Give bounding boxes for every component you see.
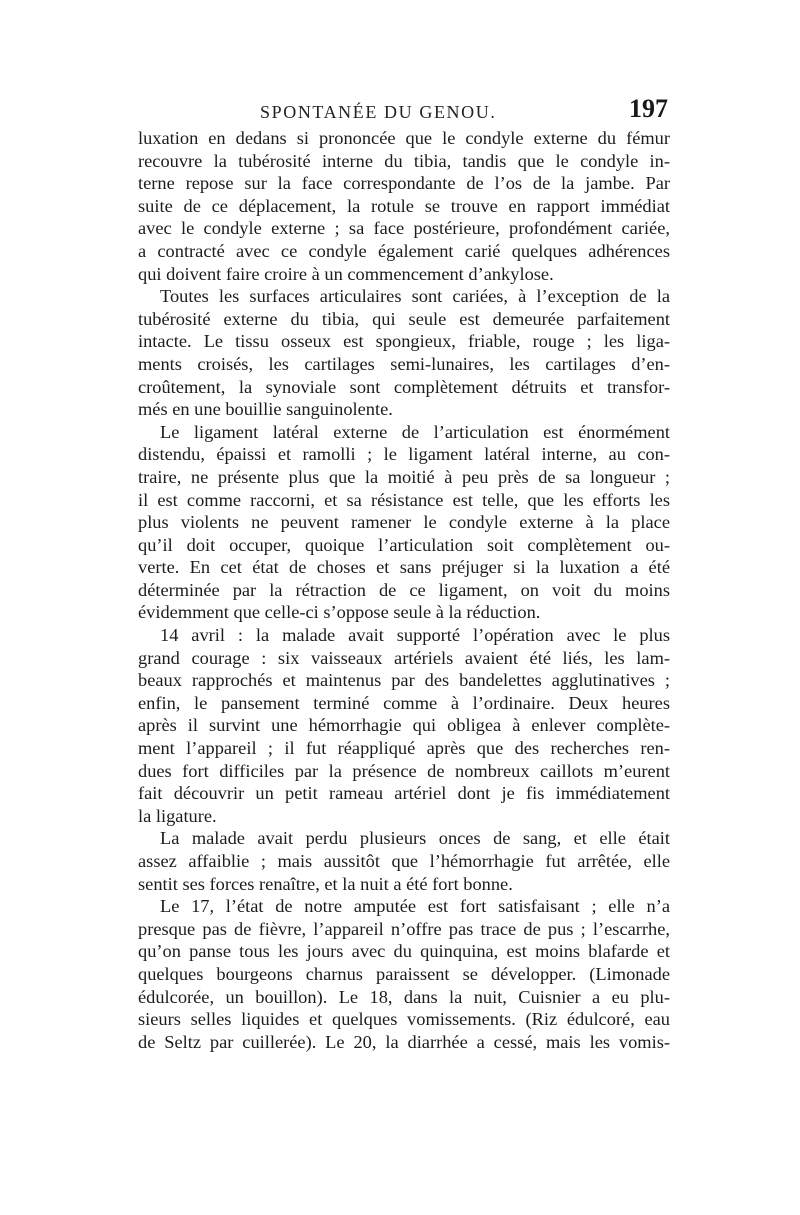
text-line: recouvre la tubérosité interne du tibia, tandis que le condyle in- xyxy=(138,150,670,171)
text-line: més en une bouillie sanguinolente. xyxy=(138,399,393,420)
text-line: luxation en dedans si prononcée que le condyle externe du fémur xyxy=(138,128,670,148)
page-number: 197 xyxy=(629,94,668,123)
text-line: édulcorée, un bouillon). Le 18, dans la nuit, Cuisnier a eu plu- xyxy=(138,986,670,1007)
text-line: sieurs selles liquides et quelques vomissements. (Riz édulcoré, eau xyxy=(138,1009,670,1030)
text-line: presque pas de fièvre, l’appareil n’offre pas trace de pus ; l’escarrhe, xyxy=(138,918,670,939)
text-line: croûtement, la synoviale sont complètement détruits et transfor- xyxy=(138,376,670,397)
paragraph-start-line: Le 17, l’état de notre amputée est fort satisfaisant ; elle n’a xyxy=(160,896,670,917)
running-title: SPONTANÉE DU GENOU. xyxy=(260,102,497,122)
text-line: dues fort difficiles par la présence de nombreux caillots m’eurent xyxy=(138,760,670,781)
text-line: a contracté avec ce condyle également carié quelques adhérences xyxy=(138,240,670,261)
text-line: qui doivent faire croire à un commencement d’ankylose. xyxy=(138,263,554,284)
text-line: quelques bourgeons charnus paraissent se développer. (Limonade xyxy=(138,963,670,984)
text-line: après il survint une hémorrhagie qui obligea à enlever complète- xyxy=(138,715,670,736)
text-line: évidemment que celle-ci s’oppose seule à la réduction. xyxy=(138,602,541,623)
text-line: qu’il doit occuper, quoique l’articulation soit complètement ou- xyxy=(138,534,670,555)
text-line: fait découvrir un petit rameau artériel dont je fis immédiatement xyxy=(138,783,670,804)
text-line: terne repose sur la face correspondante de l’os de la jambe. Par xyxy=(138,173,670,194)
paragraph-start-line: La malade avait perdu plusieurs onces de sang, et elle était xyxy=(160,828,670,849)
text-line: traire, ne présente plus que la moitié à peu près de sa longueur ; xyxy=(138,466,670,487)
text-line: de Seltz par cuillerée). Le 20, la diarrhée a cessé, mais les vomis- xyxy=(138,1031,670,1052)
text-line: distendu, épaissi et ramolli ; le ligament latéral interne, au con- xyxy=(138,444,670,465)
text-line: déterminée par la rétraction de ce ligament, on voit du moins xyxy=(138,579,670,600)
paragraph-start-line: Le ligament latéral externe de l’articulation est énormément xyxy=(160,421,670,442)
paragraph-start-line: Toutes les surfaces articulaires sont cariées, à l’exception de la xyxy=(160,286,670,307)
text-line: tubérosité externe du tibia, qui seule est demeurée parfaitement xyxy=(138,308,670,329)
text-line: avec le condyle externe ; sa face postérieure, profondément cariée, xyxy=(138,218,670,239)
text-body xyxy=(138,127,670,1053)
text-line: grand courage : six vaisseaux artériels avaient été liés, les lam- xyxy=(138,647,670,668)
text-line: enfin, le pansement terminé comme à l’ordinaire. Deux heures xyxy=(138,692,670,713)
text-line: plus violents ne peuvent ramener le condyle externe à la place xyxy=(138,512,670,533)
text-line: verte. En cet état de choses et sans préjuger si la luxation a été xyxy=(138,557,670,578)
text-line: suite de ce déplacement, la rotule se trouve en rapport immédiat xyxy=(138,195,670,216)
text-line: ment l’appareil ; il fut réappliqué après que des recherches ren- xyxy=(138,738,670,759)
text-line: la ligature. xyxy=(138,805,217,826)
running-head xyxy=(150,94,670,130)
text-line: qu’on panse tous les jours avec du quinquina, est moins blafarde et xyxy=(138,941,670,962)
text-line: ments croisés, les cartilages semi-lunaires, les cartilages d’en- xyxy=(138,353,670,374)
text-line: beaux rapprochés et maintenus par des bandelettes agglutinatives ; xyxy=(138,670,670,691)
text-line: il est comme raccorni, et sa résistance est telle, que les efforts les xyxy=(138,489,670,510)
text-line: intacte. Le tissu osseux est spongieux, friable, rouge ; les liga- xyxy=(138,331,670,352)
text-line: sentit ses forces renaître, et la nuit a été fort bonne. xyxy=(138,873,513,894)
paragraph-start-line: 14 avril : la malade avait supporté l’opération avec le plus xyxy=(160,625,670,646)
text-line: assez affaiblie ; mais aussitôt que l’hémorrhagie fut arrêtée, elle xyxy=(138,851,670,871)
